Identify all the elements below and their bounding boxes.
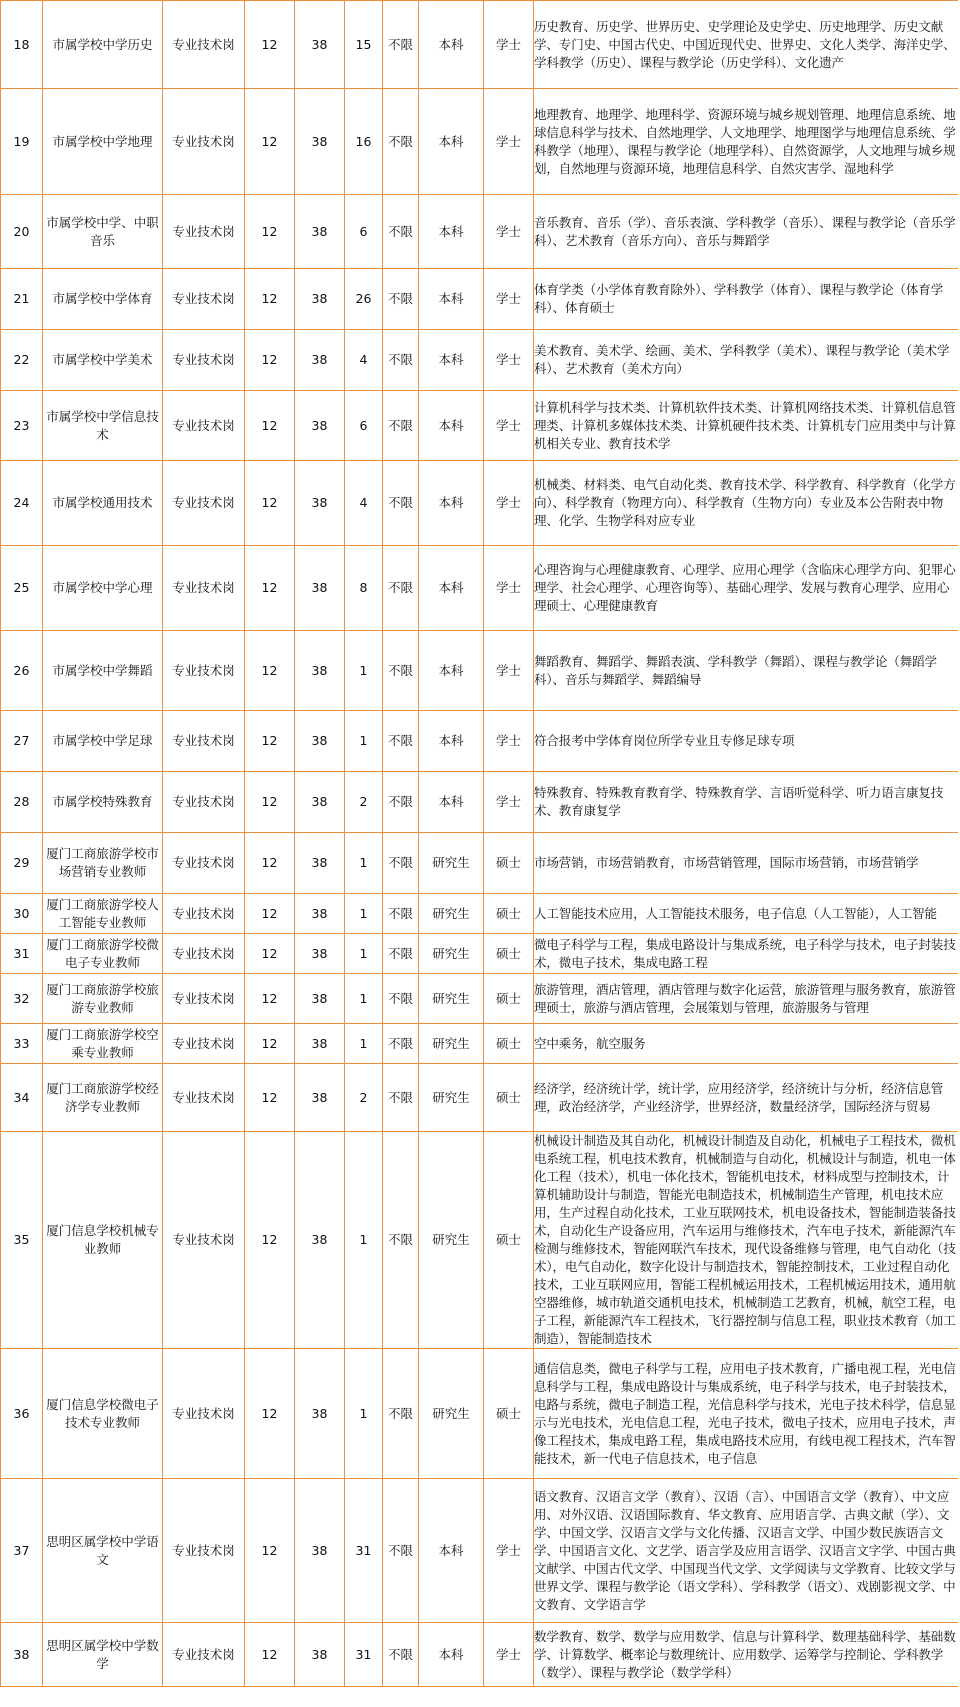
- education-cell: 本科: [419, 461, 484, 546]
- major-requirements-cell: 机械设计制造及其自动化，机械设计制造及自动化，机械电子工程技术，微机电系统工程，机电技术教育，机械制造与自动化，机械设计与制造，机电一体化工程（技术），机电一体化技术，智能机电技术，材料成型与控制技术，计算机辅助设计与制造，智能光电制造技术，机械制造生产管理，机电技术应用，生产过程自动化技术，工业互联网技术，机电设备技术，智能制造装备技术，自动化生产设备应用，汽车运用与维修技术，汽车电子技术，新能源汽车检测与维修技术，智能网联汽车技术，现代设备维修与管理，电气自动化（技术），电气自动化，数字化设计与制造技术，智能控制技术，工业过程自动化技术，工业互联网应用，智能工程机械运用技术，工程机械运用技术，通用航空器维修，城市轨道交通机电技术，机械制造工艺教育，机械，航空工程，电子工程，新能源汽车工程技术，飞行器控制与信息工程，职业技术教育（加工制造），智能制造技术: [534, 1132, 959, 1349]
- post-level-cell: 12: [245, 1132, 295, 1349]
- position-type-cell: 专业技术岗: [163, 934, 245, 974]
- age-limit-cell: 38: [295, 894, 345, 934]
- education-cell: 本科: [419, 1623, 484, 1687]
- table-row: [1, 89, 959, 195]
- education-cell: 研究生: [419, 1024, 484, 1064]
- major-requirements-cell: 美术教育、美术学、绘画、美术、学科教学（美术）、课程与教学论（美术学科）、艺术教育（美术方向）: [534, 330, 959, 391]
- other-requirement-cell: 不限: [383, 934, 419, 974]
- position-type-cell: 专业技术岗: [163, 461, 245, 546]
- other-requirement-cell: 不限: [383, 772, 419, 833]
- row-number-cell: 37: [1, 1479, 43, 1623]
- degree-cell: 学士: [484, 1479, 534, 1623]
- position-type-cell: 专业技术岗: [163, 711, 245, 772]
- education-cell: 研究生: [419, 1064, 484, 1132]
- row-number-cell: 19: [1, 89, 43, 195]
- row-number-cell: 36: [1, 1349, 43, 1479]
- row-number-cell: 28: [1, 772, 43, 833]
- post-level-cell: 12: [245, 195, 295, 269]
- position-type-cell: 专业技术岗: [163, 1132, 245, 1349]
- position-name-cell: 厦门信息学校机械专业教师: [43, 1132, 163, 1349]
- age-limit-cell: 38: [295, 974, 345, 1024]
- position-name-cell: 市属学校通用技术: [43, 461, 163, 546]
- hiring-count-cell: 6: [345, 195, 383, 269]
- table-row: [1, 1024, 959, 1064]
- hiring-count-cell: 15: [345, 1, 383, 89]
- age-limit-cell: 38: [295, 1132, 345, 1349]
- age-limit-cell: 38: [295, 772, 345, 833]
- position-name-cell: 厦门工商旅游学校经济学专业教师: [43, 1064, 163, 1132]
- degree-cell: 学士: [484, 772, 534, 833]
- table-row: [1, 894, 959, 934]
- degree-cell: 硕士: [484, 1349, 534, 1479]
- degree-cell: 硕士: [484, 833, 534, 894]
- position-type-cell: 专业技术岗: [163, 269, 245, 330]
- degree-cell: 硕士: [484, 1024, 534, 1064]
- post-level-cell: 12: [245, 1349, 295, 1479]
- position-type-cell: 专业技术岗: [163, 1, 245, 89]
- hiring-count-cell: 8: [345, 546, 383, 631]
- post-level-cell: 12: [245, 1064, 295, 1132]
- post-level-cell: 12: [245, 711, 295, 772]
- education-cell: 本科: [419, 711, 484, 772]
- major-requirements-cell: 体育学类（小学体育教育除外）、学科教学（体育）、课程与教学论（体育学科）、体育硕士: [534, 269, 959, 330]
- table-body: [1, 1, 959, 1687]
- age-limit-cell: 38: [295, 195, 345, 269]
- degree-cell: 学士: [484, 711, 534, 772]
- education-cell: 本科: [419, 195, 484, 269]
- major-requirements-cell: 历史教育、历史学、世界历史、史学理论及史学史、历史地理学、历史文献学、专门史、中国古代史、中国近现代史、世界史、文化人类学、海洋史学、学科教学（历史）、课程与教学论（历史学科）、文化遗产: [534, 1, 959, 89]
- education-cell: 本科: [419, 269, 484, 330]
- degree-cell: 学士: [484, 546, 534, 631]
- table-row: [1, 711, 959, 772]
- major-requirements-cell: 计算机科学与技术类、计算机软件技术类、计算机网络技术类、计算机信息管理类、计算机多媒体技术类、计算机硬件技术类、计算机专门应用类中与计算机相关专业、教育技术学: [534, 391, 959, 461]
- hiring-count-cell: 1: [345, 833, 383, 894]
- hiring-count-cell: 2: [345, 772, 383, 833]
- table-row: [1, 1349, 959, 1479]
- row-number-cell: 18: [1, 1, 43, 89]
- degree-cell: 学士: [484, 461, 534, 546]
- education-cell: 本科: [419, 89, 484, 195]
- post-level-cell: 12: [245, 330, 295, 391]
- education-cell: 本科: [419, 1, 484, 89]
- position-type-cell: 专业技术岗: [163, 631, 245, 711]
- age-limit-cell: 38: [295, 546, 345, 631]
- other-requirement-cell: 不限: [383, 1623, 419, 1687]
- table-row: [1, 195, 959, 269]
- post-level-cell: 12: [245, 1024, 295, 1064]
- table-row: [1, 546, 959, 631]
- post-level-cell: 12: [245, 631, 295, 711]
- hiring-count-cell: 1: [345, 894, 383, 934]
- age-limit-cell: 38: [295, 711, 345, 772]
- table-row: [1, 631, 959, 711]
- other-requirement-cell: 不限: [383, 631, 419, 711]
- row-number-cell: 26: [1, 631, 43, 711]
- hiring-count-cell: 16: [345, 89, 383, 195]
- position-type-cell: 专业技术岗: [163, 894, 245, 934]
- education-cell: 本科: [419, 772, 484, 833]
- table-row: [1, 1623, 959, 1687]
- other-requirement-cell: 不限: [383, 974, 419, 1024]
- major-requirements-cell: 符合报考中学体育岗位所学专业且专修足球专项: [534, 711, 959, 772]
- post-level-cell: 12: [245, 934, 295, 974]
- major-requirements-cell: 经济学，经济统计学，统计学，应用经济学，经济统计与分析，经济信息管理，政治经济学，产业经济学，世界经济，数量经济学，国际经济与贸易: [534, 1064, 959, 1132]
- hiring-count-cell: 1: [345, 711, 383, 772]
- table-row: [1, 1479, 959, 1623]
- position-name-cell: 市属学校中学心理: [43, 546, 163, 631]
- post-level-cell: 12: [245, 546, 295, 631]
- row-number-cell: 32: [1, 974, 43, 1024]
- major-requirements-cell: 机械类、材料类、电气自动化类、教育技术学、科学教育、科学教育（化学方向）、科学教育（物理方向）、科学教育（生物方向）专业及本公告附表中物理、化学、生物学科对应专业: [534, 461, 959, 546]
- position-name-cell: 厦门工商旅游学校旅游专业教师: [43, 974, 163, 1024]
- position-name-cell: 思明区属学校中学语文: [43, 1479, 163, 1623]
- table-row: [1, 1132, 959, 1349]
- major-requirements-cell: 微电子科学与工程，集成电路设计与集成系统，电子科学与技术，电子封装技术，微电子技术，集成电路工程: [534, 934, 959, 974]
- row-number-cell: 24: [1, 461, 43, 546]
- table-row: [1, 772, 959, 833]
- other-requirement-cell: 不限: [383, 1479, 419, 1623]
- position-type-cell: 专业技术岗: [163, 330, 245, 391]
- degree-cell: 学士: [484, 269, 534, 330]
- position-name-cell: 市属学校中学足球: [43, 711, 163, 772]
- degree-cell: 硕士: [484, 974, 534, 1024]
- table-row: [1, 833, 959, 894]
- row-number-cell: 33: [1, 1024, 43, 1064]
- education-cell: 研究生: [419, 1349, 484, 1479]
- age-limit-cell: 38: [295, 1, 345, 89]
- major-requirements-cell: 人工智能技术应用，人工智能技术服务，电子信息（人工智能），人工智能: [534, 894, 959, 934]
- major-requirements-cell: 空中乘务，航空服务: [534, 1024, 959, 1064]
- age-limit-cell: 38: [295, 1064, 345, 1132]
- degree-cell: 硕士: [484, 934, 534, 974]
- position-type-cell: 专业技术岗: [163, 1623, 245, 1687]
- table-row: [1, 330, 959, 391]
- other-requirement-cell: 不限: [383, 833, 419, 894]
- position-type-cell: 专业技术岗: [163, 546, 245, 631]
- position-type-cell: 专业技术岗: [163, 772, 245, 833]
- position-type-cell: 专业技术岗: [163, 195, 245, 269]
- position-name-cell: 厦门工商旅游学校空乘专业教师: [43, 1024, 163, 1064]
- education-cell: 研究生: [419, 934, 484, 974]
- degree-cell: 学士: [484, 391, 534, 461]
- other-requirement-cell: 不限: [383, 391, 419, 461]
- education-cell: 研究生: [419, 974, 484, 1024]
- row-number-cell: 27: [1, 711, 43, 772]
- post-level-cell: 12: [245, 89, 295, 195]
- hiring-count-cell: 1: [345, 974, 383, 1024]
- age-limit-cell: 38: [295, 833, 345, 894]
- major-requirements-cell: 心理咨询与心理健康教育、心理学、应用心理学（含临床心理学方向、犯罪心理学、社会心理学、心理咨询等）、基础心理学、发展与教育心理学、应用心理硕士、心理健康教育: [534, 546, 959, 631]
- hiring-count-cell: 1: [345, 631, 383, 711]
- position-name-cell: 厦门工商旅游学校微电子专业教师: [43, 934, 163, 974]
- education-cell: 研究生: [419, 1132, 484, 1349]
- table-row: [1, 974, 959, 1024]
- degree-cell: 学士: [484, 1623, 534, 1687]
- row-number-cell: 25: [1, 546, 43, 631]
- position-type-cell: 专业技术岗: [163, 974, 245, 1024]
- post-level-cell: 12: [245, 269, 295, 330]
- position-type-cell: 专业技术岗: [163, 1479, 245, 1623]
- hiring-count-cell: 31: [345, 1479, 383, 1623]
- row-number-cell: 34: [1, 1064, 43, 1132]
- position-name-cell: 市属学校中学美术: [43, 330, 163, 391]
- other-requirement-cell: 不限: [383, 89, 419, 195]
- other-requirement-cell: 不限: [383, 1024, 419, 1064]
- position-name-cell: 市属学校中学舞蹈: [43, 631, 163, 711]
- table-row: [1, 1064, 959, 1132]
- other-requirement-cell: 不限: [383, 711, 419, 772]
- hiring-count-cell: 1: [345, 1024, 383, 1064]
- row-number-cell: 22: [1, 330, 43, 391]
- hiring-count-cell: 31: [345, 1623, 383, 1687]
- education-cell: 本科: [419, 330, 484, 391]
- table-row: [1, 1, 959, 89]
- age-limit-cell: 38: [295, 1024, 345, 1064]
- table-row: [1, 391, 959, 461]
- other-requirement-cell: 不限: [383, 195, 419, 269]
- post-level-cell: 12: [245, 1479, 295, 1623]
- post-level-cell: 12: [245, 772, 295, 833]
- row-number-cell: 30: [1, 894, 43, 934]
- position-name-cell: 市属学校中学地理: [43, 89, 163, 195]
- position-type-cell: 专业技术岗: [163, 833, 245, 894]
- age-limit-cell: 38: [295, 391, 345, 461]
- row-number-cell: 31: [1, 934, 43, 974]
- position-name-cell: 厦门工商旅游学校人工智能专业教师: [43, 894, 163, 934]
- row-number-cell: 29: [1, 833, 43, 894]
- age-limit-cell: 38: [295, 1623, 345, 1687]
- other-requirement-cell: 不限: [383, 546, 419, 631]
- post-level-cell: 12: [245, 833, 295, 894]
- education-cell: 本科: [419, 631, 484, 711]
- hiring-count-cell: 1: [345, 1132, 383, 1349]
- hiring-count-cell: 4: [345, 461, 383, 546]
- other-requirement-cell: 不限: [383, 1349, 419, 1479]
- other-requirement-cell: 不限: [383, 1132, 419, 1349]
- hiring-count-cell: 6: [345, 391, 383, 461]
- position-type-cell: 专业技术岗: [163, 391, 245, 461]
- position-name-cell: 厦门工商旅游学校市场营销专业教师: [43, 833, 163, 894]
- degree-cell: 硕士: [484, 1132, 534, 1349]
- post-level-cell: 12: [245, 1623, 295, 1687]
- degree-cell: 硕士: [484, 1064, 534, 1132]
- education-cell: 本科: [419, 1479, 484, 1623]
- position-type-cell: 专业技术岗: [163, 89, 245, 195]
- major-requirements-cell: 数学教育、数学、数学与应用数学、信息与计算科学、数理基础科学、基础数学、计算数学、概率论与数理统计、应用数学、运筹学与控制论、学科教学（数学）、课程与教学论（数学学科）: [534, 1623, 959, 1687]
- post-level-cell: 12: [245, 894, 295, 934]
- table-row: [1, 269, 959, 330]
- age-limit-cell: 38: [295, 1479, 345, 1623]
- other-requirement-cell: 不限: [383, 461, 419, 546]
- other-requirement-cell: 不限: [383, 269, 419, 330]
- major-requirements-cell: 市场营销，市场营销教育，市场营销管理，国际市场营销，市场营销学: [534, 833, 959, 894]
- position-name-cell: 市属学校中学、中职音乐: [43, 195, 163, 269]
- position-type-cell: 专业技术岗: [163, 1024, 245, 1064]
- education-cell: 本科: [419, 546, 484, 631]
- position-name-cell: 市属学校中学体育: [43, 269, 163, 330]
- other-requirement-cell: 不限: [383, 1, 419, 89]
- age-limit-cell: 38: [295, 631, 345, 711]
- major-requirements-cell: 地理教育、地理学、地理科学、资源环境与城乡规划管理、地理信息系统、地球信息科学与技术、自然地理学、人文地理学、地理图学与地理信息系统、学科教学（地理）、课程与教学论（地理学科）、自然资源学，人文地理与城乡规划，自然地理与资源环境，地理信息科学、自然灾害学、湿地科学: [534, 89, 959, 195]
- major-requirements-cell: 通信信息类，微电子科学与工程，应用电子技术教育，广播电视工程，光电信息科学与工程，集成电路设计与集成系统，电子科学与技术，电子封装技术，电路与系统，微电子制造工程，光信息科学与技术，光电子技术科学，信息显示与光电技术，光电信息工程，光电子技术，微电子技术，应用电子技术，声像工程技术，集成电路工程，集成电路技术应用，有线电视工程技术，汽车智能技术，新一代电子信息技术，电子信息: [534, 1349, 959, 1479]
- education-cell: 研究生: [419, 833, 484, 894]
- hiring-count-cell: 1: [345, 934, 383, 974]
- education-cell: 本科: [419, 391, 484, 461]
- degree-cell: 学士: [484, 330, 534, 391]
- position-type-cell: 专业技术岗: [163, 1349, 245, 1479]
- degree-cell: 学士: [484, 1, 534, 89]
- hiring-count-cell: 26: [345, 269, 383, 330]
- other-requirement-cell: 不限: [383, 330, 419, 391]
- table-row: [1, 934, 959, 974]
- position-name-cell: 思明区属学校中学数学: [43, 1623, 163, 1687]
- age-limit-cell: 38: [295, 934, 345, 974]
- other-requirement-cell: 不限: [383, 894, 419, 934]
- degree-cell: 学士: [484, 631, 534, 711]
- other-requirement-cell: 不限: [383, 1064, 419, 1132]
- major-requirements-cell: 旅游管理，酒店管理，酒店管理与数字化运营，旅游管理与服务教育，旅游管理硕士，旅游与酒店管理，会展策划与管理，旅游服务与管理: [534, 974, 959, 1024]
- age-limit-cell: 38: [295, 269, 345, 330]
- degree-cell: 学士: [484, 89, 534, 195]
- post-level-cell: 12: [245, 391, 295, 461]
- table-row: [1, 461, 959, 546]
- position-name-cell: 市属学校中学信息技术: [43, 391, 163, 461]
- education-cell: 研究生: [419, 894, 484, 934]
- hiring-count-cell: 1: [345, 1349, 383, 1479]
- age-limit-cell: 38: [295, 89, 345, 195]
- row-number-cell: 20: [1, 195, 43, 269]
- row-number-cell: 38: [1, 1623, 43, 1687]
- hiring-count-cell: 2: [345, 1064, 383, 1132]
- position-type-cell: 专业技术岗: [163, 1064, 245, 1132]
- age-limit-cell: 38: [295, 461, 345, 546]
- row-number-cell: 35: [1, 1132, 43, 1349]
- position-name-cell: 市属学校中学历史: [43, 1, 163, 89]
- major-requirements-cell: 音乐教育、音乐（学）、音乐表演、学科教学（音乐）、课程与教学论（音乐学科）、艺术教育（音乐方向）、音乐与舞蹈学: [534, 195, 959, 269]
- row-number-cell: 21: [1, 269, 43, 330]
- post-level-cell: 12: [245, 1, 295, 89]
- major-requirements-cell: 语文教育、汉语言文学（教育）、汉语（言）、中国语言文学（教育）、中文应用、对外汉语、汉语国际教育、华文教育、应用语言学、古典文献（学）、文学、中国文学、汉语言文学与文化传播、汉语言文学、中国少数民族语言文学、中国语言文化、文艺学、语言学及应用言语学、汉语言文字学、中国古典文献学、中国古代文学、中国现当代文学、文学阅读与文学教育、比较文学与世界文学、课程与教学论（语文学科）、学科教学（语文）、戏剧影视文学、中文教育、文学语言学: [534, 1479, 959, 1623]
- row-number-cell: 23: [1, 391, 43, 461]
- position-name-cell: 市属学校特殊教育: [43, 772, 163, 833]
- post-level-cell: 12: [245, 461, 295, 546]
- major-requirements-cell: 舞蹈教育、舞蹈学、舞蹈表演、学科教学（舞蹈）、课程与教学论（舞蹈学科）、音乐与舞蹈学、舞蹈编导: [534, 631, 959, 711]
- hiring-count-cell: 4: [345, 330, 383, 391]
- major-requirements-cell: 特殊教育、特殊教育教育学、特殊教育学、言语听觉科学、听力语言康复技术、教育康复学: [534, 772, 959, 833]
- position-name-cell: 厦门信息学校微电子技术专业教师: [43, 1349, 163, 1479]
- degree-cell: 学士: [484, 195, 534, 269]
- degree-cell: 硕士: [484, 894, 534, 934]
- age-limit-cell: 38: [295, 1349, 345, 1479]
- post-level-cell: 12: [245, 974, 295, 1024]
- age-limit-cell: 38: [295, 330, 345, 391]
